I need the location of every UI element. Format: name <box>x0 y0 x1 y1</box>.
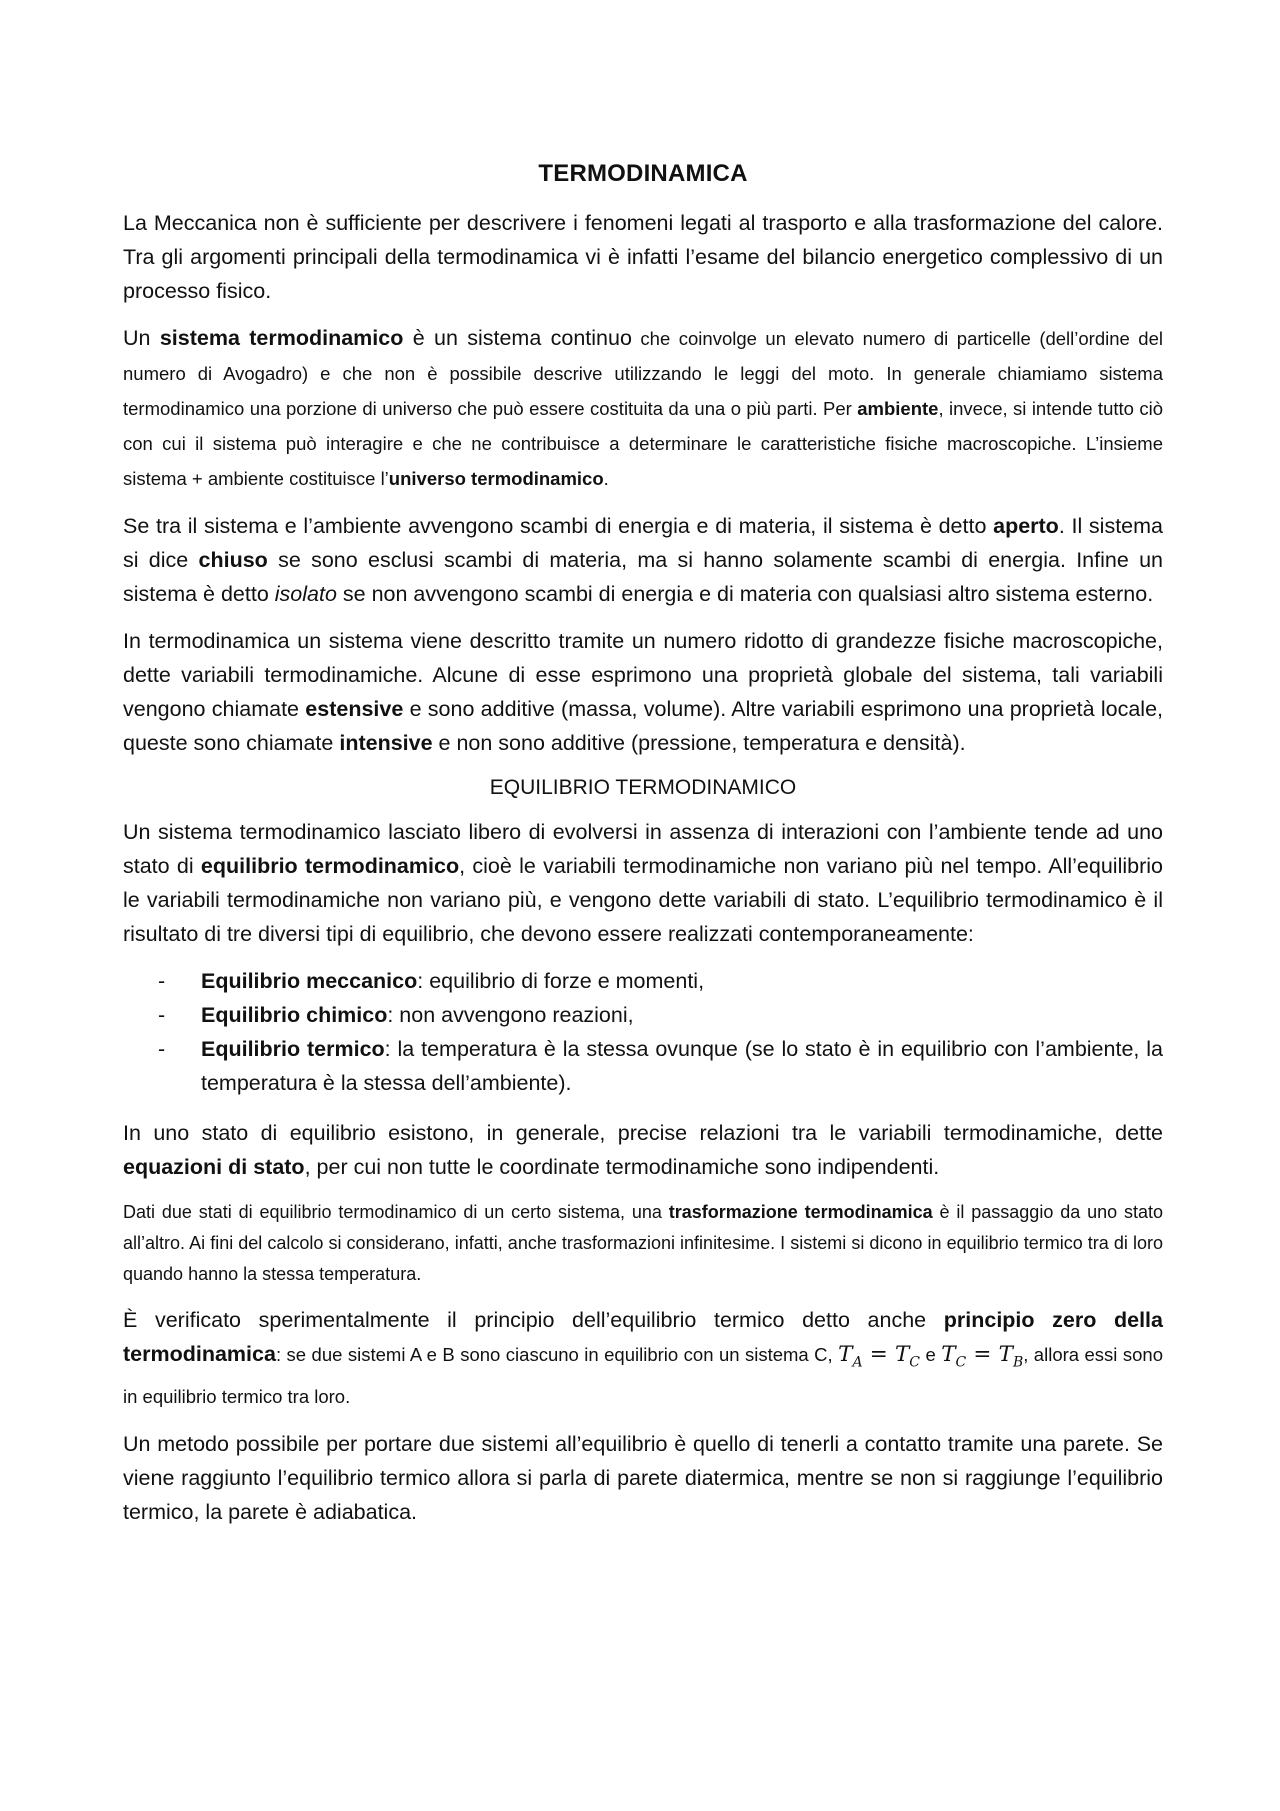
dash-bullet: - <box>158 1003 166 1027</box>
text-run: , per cui non tutte le coordinate termodinamiche sono indipendenti. <box>304 1155 940 1179</box>
text-run: . Il sistema si dice <box>123 514 1163 572</box>
list-item <box>123 1032 1163 1100</box>
math-subscript: C <box>955 1354 967 1371</box>
text-run: : la temperatura è la stessa ovunque (se lo stato è in equilibrio con l’ambiente, la temperatura è la stessa dell’ambiente). <box>201 1037 1163 1095</box>
paragraph-sistema-termodinamico <box>123 321 1163 496</box>
text-run: Un <box>123 326 160 350</box>
text-run: , allora essi sono in equilibrio termico tra loro. <box>123 1344 1163 1408</box>
math-subscript: C <box>909 1354 920 1371</box>
bold-term: equazioni di stato <box>123 1155 305 1179</box>
bold-term: trasformazione termodinamica <box>668 1202 933 1222</box>
page-title: TERMODINAMICA <box>538 160 748 187</box>
bold-term: Equilibrio termico <box>201 1037 385 1061</box>
bold-term: equilibrio termodinamico <box>200 854 460 878</box>
text-run: , invece, si intende tutto ciò con cui il sistema può interagire e che ne contribuisce a determinare le caratteristiche fisiche macroscopiche. L’insieme sistema + ambiente costituisce l’ <box>123 398 1163 489</box>
bold-term: Equilibrio chimico <box>201 1003 388 1027</box>
text-run: Un sistema termodinamico lasciato libero di evolversi in assenza di interazioni con l’ambiente tende ad uno stato di <box>123 820 1163 878</box>
text-run: , cioè le variabili termodinamiche non variano più nel tempo. All’equilibrio le variabili termodinamiche non variano più, e vengono dette variabili di stato. L’equilibrio termodinamico è il risultato di tre diversi tipi di equilibrio, che devono essere realizzati contemporaneamente: <box>123 854 1163 946</box>
math-var: T <box>894 1342 910 1367</box>
bold-term: sistema termodinamico <box>159 326 404 350</box>
paragraph-pareti: Un metodo possibile per portare due sistemi all’equilibrio è quello di tenerli a contatto tramite una parete. Se viene raggiunto l’equilibrio termico allora si parla di parete diatermica, mentre se non si raggiunge l’equilibrio termico, la parete è adiabatica. <box>123 1432 1163 1525</box>
text-run: è un sistema continuo <box>403 326 632 350</box>
document-page <box>123 150 1163 1542</box>
italic-term: isolato <box>274 582 337 606</box>
bold-term: chiuso <box>198 548 268 572</box>
paragraph-variabili <box>123 624 1163 760</box>
text-run: e <box>919 1344 942 1365</box>
bold-term: ambiente <box>857 398 939 419</box>
text-run: se non avvengono scambi di energia e di materia con qualsiasi altro sistema esterno. <box>336 582 1154 606</box>
math-var: T <box>838 1342 853 1367</box>
list-item <box>123 964 1163 998</box>
math-operator: = <box>966 1342 999 1367</box>
text-run: che coinvolge un elevato numero di particelle (dell’ordine del numero di Avogadro) e che non è possibile descrive utilizzando le leggi del moto. In generale chiamiamo sistema termodinamico una porzione di universo che può essere costituita da una o più parti. Per <box>123 328 1163 419</box>
paragraph-principio-zero <box>123 1303 1163 1414</box>
text-run: se sono esclusi scambi di materia, ma si hanno solamente scambi di energia. Infine un sistema è detto <box>123 548 1163 606</box>
bold-term: Equilibrio meccanico <box>201 969 418 993</box>
math-expression <box>941 1342 1024 1371</box>
text-run: e non sono additive (pressione, temperatura e densità). <box>432 731 966 755</box>
paragraph-equazioni-stato <box>123 1116 1163 1184</box>
text-run: : non avvengono reazioni, <box>387 1003 634 1027</box>
bold-term: aperto <box>993 514 1059 538</box>
text-run: È verificato sperimentalmente il principio dell’equilibrio termico detto anche <box>123 1308 944 1332</box>
dash-bullet: - <box>158 1037 166 1061</box>
equilibrium-list <box>123 964 1163 1100</box>
math-subscript: B <box>1012 1354 1024 1371</box>
text-run: : se due sistemi A e B sono ciascuno in equilibrio con un sistema C, <box>275 1344 839 1365</box>
text-run: In uno stato di equilibrio esistono, in generale, precise relazioni tra le variabili termodinamiche, dette <box>123 1121 1163 1145</box>
bold-term: universo termodinamico <box>388 468 604 489</box>
list-item <box>123 998 1163 1032</box>
text-run: Se tra il sistema e l’ambiente avvengono scambi di energia e di materia, il sistema è detto <box>123 514 994 538</box>
text-run: . <box>603 468 609 489</box>
paragraph-intro: La Meccanica non è sufficiente per descrivere i fenomeni legati al trasporto e alla trasformazione del calore. Tra gli argomenti principali della termodinamica vi è infatti l’esame del bilancio energetico complessivo di un processo fisico. <box>123 211 1163 303</box>
section-title: EQUILIBRIO TERMODINAMICO <box>489 776 797 799</box>
paragraph-tipi-sistema <box>123 509 1163 611</box>
paragraph-equilibrio <box>123 815 1163 951</box>
text-run: Dati due stati di equilibrio termodinamico di un certo sistema, una <box>123 1202 669 1222</box>
math-subscript: A <box>852 1354 863 1371</box>
math-operator: = <box>862 1342 895 1367</box>
bold-term: estensive <box>305 697 404 721</box>
text-run: e sono additive (massa, volume). Altre variabili esprimono una proprietà locale, queste sono chiamate <box>123 697 1163 755</box>
math-var: T <box>941 1342 956 1367</box>
bold-term: intensive <box>339 731 433 755</box>
math-var: T <box>998 1342 1013 1367</box>
text-run: è il passaggio da uno stato all’altro. Ai fini del calcolo si considerano, infatti, anche trasformazioni infinitesime. I sistemi si dicono in equilibrio termico tra di loro quando hanno la stessa temperatura. <box>123 1202 1163 1284</box>
text-run: : equilibrio di forze e momenti, <box>417 969 705 993</box>
math-expression <box>838 1342 920 1371</box>
text-run: In termodinamica un sistema viene descritto tramite un numero ridotto di grandezze fisiche macroscopiche, dette variabili termodinamiche. Alcune di esse esprimono una proprietà globale del sistema, tali variabili vengono chiamate <box>123 629 1163 721</box>
dash-bullet: - <box>158 969 166 993</box>
paragraph-trasformazione <box>123 1197 1163 1290</box>
bold-term: principio zero della termodinamica <box>123 1308 1163 1366</box>
